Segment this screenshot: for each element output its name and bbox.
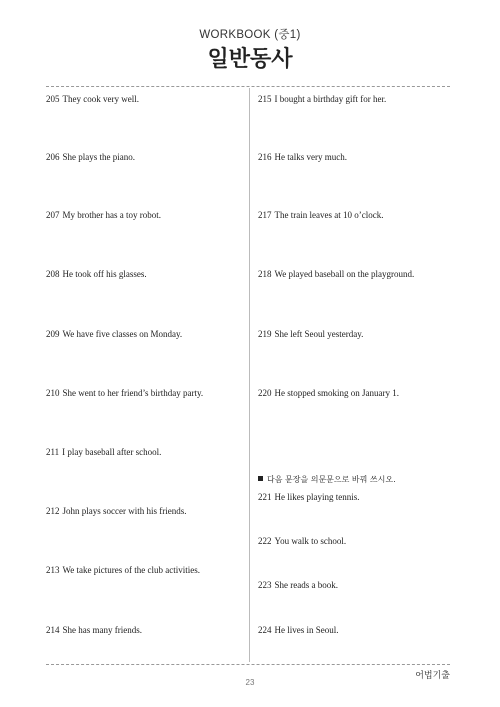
exercise-item: 224 He lives in Seoul. [258,625,339,635]
exercise-item: 223 She reads a book. [258,580,338,590]
exercise-item: 218 We played baseball on the playground. [258,269,415,279]
page-number: 23 [245,678,255,687]
exercise-item: 208 He took off his glasses. [46,269,147,279]
footer-section-label: 어법기출 [415,671,450,681]
exercise-item: 214 She has many friends. [46,625,142,635]
exercise-item: 209 We have five classes on Monday. [46,329,183,339]
exercise-item: 219 She left Seoul yesterday. [258,329,364,339]
page-title: 일반동사 [207,47,293,72]
exercise-item: 212 John plays soccer with his friends. [46,506,187,516]
workbook-label: WORKBOOK (중1) [199,29,301,41]
exercise-item: 210 She went to her friend’s birthday party. [46,388,204,398]
exercise-item: 215 I bought a birthday gift for her. [258,94,387,104]
column-divider [249,88,250,662]
exercise-item: 217 The train leaves at 10 o’clock. [258,210,384,220]
square-bullet-icon [258,476,263,481]
exercise-item: 222 You walk to school. [258,536,347,546]
exercise-item: 221 He likes playing tennis. [258,492,360,502]
exercise-item: 206 She plays the piano. [46,152,135,162]
exercise-item: 207 My brother has a toy robot. [46,210,161,220]
top-dashed-rule [46,86,450,87]
exercise-item: 213 We take pictures of the club activities. [46,565,200,575]
exercise-item: 220 He stopped smoking on January 1. [258,388,399,398]
section-instruction: 다음 문장을 의문문으로 바꿔 쓰시오. [258,474,396,485]
bottom-dashed-rule [46,664,450,665]
exercise-item: 205 They cook very well. [46,94,139,104]
exercise-item: 216 He talks very much. [258,152,347,162]
exercise-item: 211 I play baseball after school. [46,447,162,457]
